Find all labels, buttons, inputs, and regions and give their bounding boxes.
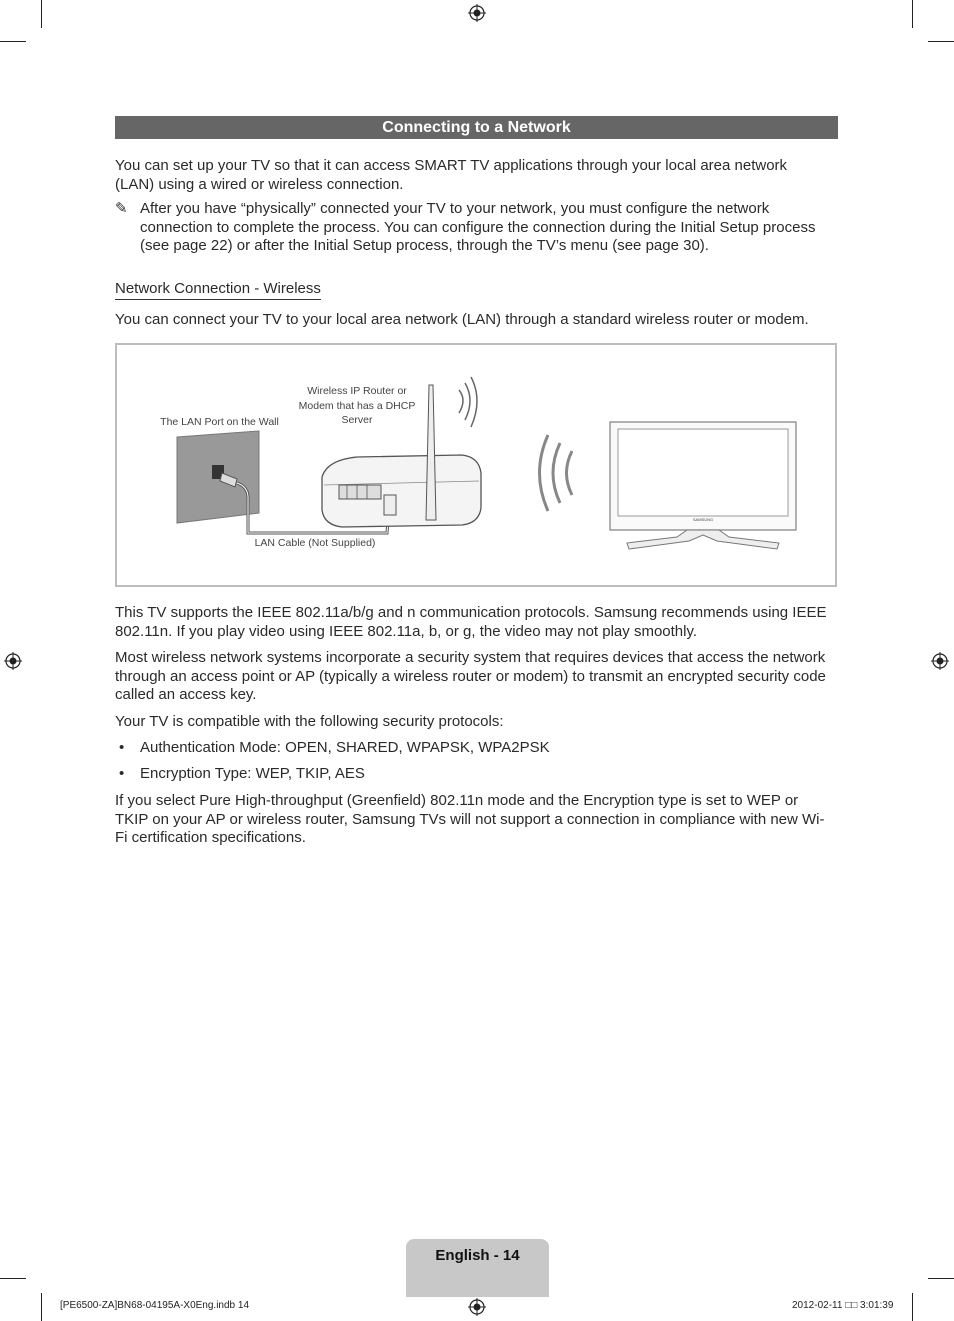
bullet-marker: •	[119, 765, 125, 782]
router-label-line: Wireless IP Router or	[307, 385, 407, 397]
crop-mark	[41, 1293, 42, 1321]
router-label-line: Server	[341, 414, 373, 426]
bullet-item: Authentication Mode: OPEN, SHARED, WPAPSK, WPA2PSK	[140, 739, 550, 756]
crop-mark	[0, 1278, 26, 1279]
file-info: [PE6500-ZA]BN68-04195A-X0Eng.indb 14	[60, 1300, 250, 1311]
crop-mark	[0, 41, 26, 42]
section-title: Connecting to a Network	[115, 116, 838, 139]
page-number: English - 14	[435, 1247, 520, 1264]
router-antenna	[426, 385, 436, 520]
bullet-item: Encryption Type: WEP, TKIP, AES	[140, 765, 365, 782]
tv-brand-label: SAMSUNG	[692, 517, 714, 522]
registration-mark-icon	[468, 4, 486, 22]
diagram-illustration	[117, 345, 835, 585]
cable-label: LAN Cable (Not Supplied)	[254, 537, 376, 549]
crop-mark	[928, 41, 954, 42]
registration-mark-icon	[931, 652, 949, 670]
wall-port-label: The LAN Port on the Wall	[160, 416, 279, 428]
crop-mark	[41, 0, 42, 28]
registration-mark-icon	[468, 1298, 486, 1316]
router-label	[287, 384, 427, 428]
body-paragraph: If you select Pure High-throughput (Greenfield) 802.11n mode and the Encryption type is set to WEP or TKIP on your AP or wireless router, Samsung TVs will not support a connection in compliance with new Wi-Fi certification specifications.	[115, 792, 825, 847]
subsection-heading: Network Connection - Wireless	[115, 280, 321, 300]
router-label-line: Modem that has a DHCP	[298, 399, 416, 412]
page-number-tab	[406, 1239, 549, 1297]
body-paragraph: Most wireless network systems incorporate a security system that requires devices that access the network through an access point or AP (typically a wireless router or modem) to transmit an encrypted security code called an access key.	[115, 649, 826, 704]
router-ports	[339, 485, 381, 499]
pencil-note-icon: ✎	[115, 200, 128, 217]
crop-mark	[912, 0, 913, 28]
registration-mark-icon	[4, 652, 22, 670]
crop-mark	[912, 1293, 913, 1321]
intro-paragraph: You can set up your TV so that it can access SMART TV applications through your local area network (LAN) using a wired or wireless connection.	[115, 157, 788, 193]
subsection-description: You can connect your TV to your local area network (LAN) through a standard wireless router or modem.	[115, 311, 809, 328]
network-diagram	[115, 343, 837, 587]
tv-screen	[618, 429, 788, 516]
note-text: After you have “physically” connected your TV to your network, you must configure the network connection to complete the process. You can configure the connection during the Initial Setup process (see page 22) or after the Initial Setup process, through the TV’s menu (see page 30).	[140, 200, 816, 255]
bullet-marker: •	[119, 739, 125, 756]
crop-mark	[928, 1278, 954, 1279]
body-paragraph: This TV supports the IEEE 802.11a/b/g and n communication protocols. Samsung recommends using IEEE 802.11n. If you play video using IEEE 802.11a, b, or g, the video may not play smoothly.	[115, 604, 827, 640]
tv-stand	[627, 530, 779, 549]
body-paragraph: Your TV is compatible with the following security protocols:	[115, 713, 504, 730]
print-timestamp: 2012-02-11 □□ 3:01:39	[792, 1300, 894, 1311]
